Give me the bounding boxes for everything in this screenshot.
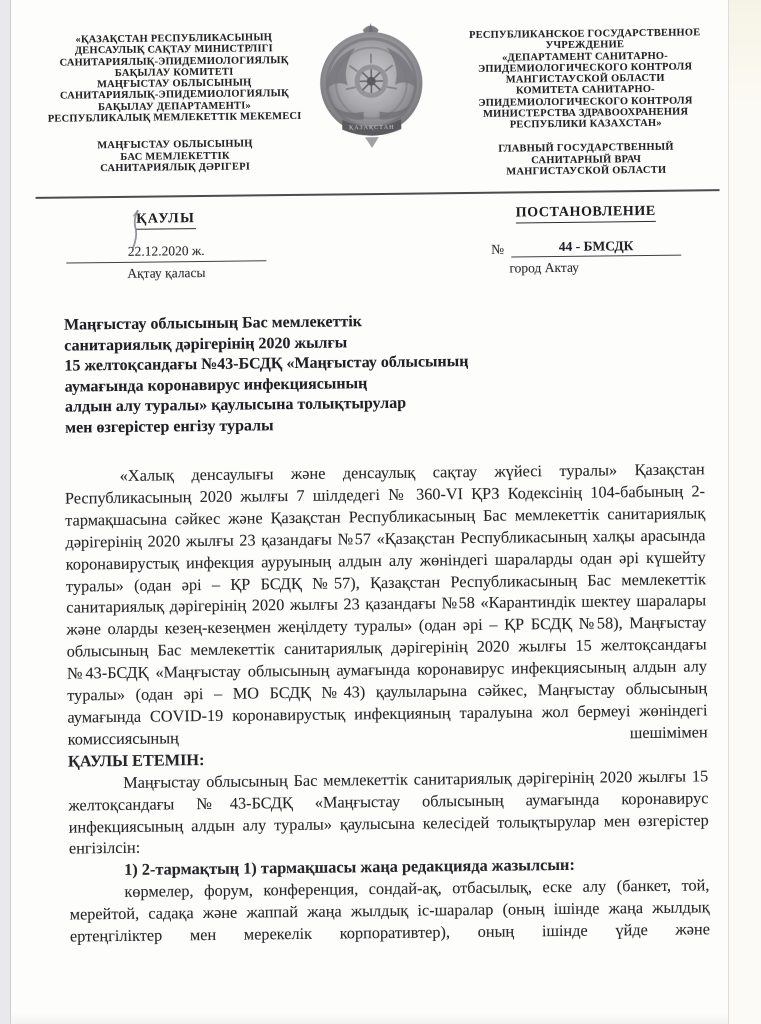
title-line: 15 желтоқсандағы №43-БСДҚ «Маңғыстау облысының [64, 353, 469, 375]
org-line: ДЕНСАУЛЫҚ САҚТАУ МИНИСТРЛІГІ [74, 43, 273, 57]
org-line: ЭПИДЕМИОЛОГИЧЕСКОГО КОНТРОЛЯ [477, 61, 693, 75]
decree-block-russian [491, 202, 682, 277]
org-line: ЭПИДЕМИОЛОГИЧЕСКОГО КОНТРОЛЯ [478, 95, 693, 109]
org-line: КОМИТЕТА САНИТАРНО- [515, 84, 655, 97]
org-line: МАҢҒЫСТАУ ОБЛЫСЫНЫҢ [97, 77, 252, 91]
org-line: МАНГИСТАУСКОЙ ОБЛАСТИ [505, 72, 665, 86]
org-line: РЕСПУБЛИКАЛЫҚ МЕМЛЕКЕТТІК МЕКЕМЕСІ [47, 110, 302, 125]
body-paragraph-amendments: Маңғыстау облысының Бас мемлекеттік санитариялық дәрігерінің 2020 жылғы 15 желтоқсандағы №43-БСДҚ «Маңғыстау облысының аумағында коронавирус инфекциясының алдын алу туралы» қаулысына келесідей толықтырулар мен өзгерістер енгізілсін: [68, 765, 709, 858]
decree-block-kazakh [66, 208, 267, 282]
svg-text:ҚАЗАҚСТАН: ҚАЗАҚСТАН [348, 124, 395, 132]
official-line: МАҢҒЫСТАУ ОБЛЫСЫНЫҢ [97, 138, 253, 152]
org-line: САНИТАРИЯЛЫҚ-ЭПИДЕМИОЛОГИЯЛЫҚ [59, 54, 289, 69]
org-line: МИНИСТЕРСТВА ЗДРАВООХРАНЕНИЯ [482, 106, 689, 120]
title-line: санитариялық дәрігерінің 2020 жылғы [64, 333, 348, 355]
org-line: «ҚАЗАҚСТАН РЕСПУБЛИКАСЫНЫҢ [75, 32, 273, 46]
official-line: БАС МЕМЛЕКЕТТІК [120, 150, 230, 163]
decree-city-kk: Ақтау қаласы [127, 264, 206, 281]
decree-number: 44 - БМСДК [511, 238, 681, 258]
pen-mark [124, 208, 147, 256]
institution-name-kazakh [38, 32, 311, 125]
resolve-heading: ҚАУЛЫ ЕТЕМІН: [67, 749, 205, 771]
official-line: МАНГИСТАУСКОЙ ОБЛАСТИ [506, 164, 667, 178]
kazakhstan-emblem-icon [312, 19, 431, 152]
title-line: Маңғыстау облысының Бас мемлекеттік [63, 313, 363, 334]
org-line: РЕСПУБЛИКИ КАЗАХСТАН» [509, 118, 662, 131]
org-line: БАҚЫЛАУ ДЕПАРТАМЕНТІ» [98, 100, 252, 113]
official-line: ГЛАВНЫЙ ГОСУДАРСТВЕННЫЙ [498, 141, 674, 155]
title-line: алдын алу туралы» қаулысына толықтырулар [64, 395, 407, 416]
official-title-kazakh [39, 138, 311, 176]
header-separator-line [36, 189, 720, 199]
org-line: БАҚЫЛАУ КОМИТЕТІ [114, 66, 234, 79]
org-line: САНИТАРИЯЛЫҚ-ЭПИДЕМИОЛОГИЯЛЫҚ [59, 88, 289, 103]
title-line: аумағында коронавирус инфекциясының [64, 374, 368, 396]
org-line: РЕСПУБЛИКАНСКОЕ ГОСУДАРСТВЕННОЕ [469, 27, 701, 41]
body-paragraph-preamble: «Халық денсаулығы және денсаулық сақтау жүйесі туралы» Қазақстан Республикасының 2020 жылғы 7 шілдедегі № 360-VI ҚРЗ Кодексінің 104-бабының 2-тармақшасына сәйкес және Қазақстан Республикасының Бас мемлекеттік санитариялық дәрігерінің 2020 жылғы 23 қазандағы №57 «Қазақстан Республикасының халқы арасында коронавирустық инфекция ауруының алдын алу жөніндегі шараларды одан әрі күшейту туралы» (одан әрі – ҚР БСДҚ №57), Қазақстан Республикасының Бас мемлекеттік санитариялық дәрігерінің 2020 жылғы 23 қазандағы №58 «Карантиндік шектеу шаралары және оларды кезең-кезеңмен жеңілдету туралы» (одан әрі – ҚР БСДҚ №58), Маңғыстау облысының Бас мемлекеттік санитариялық дәрігерінің 2020 жылғы 15 желтоқсандағы №43-БСДҚ «Маңғыстау облысының аумағында коронавирус инфекциясының алдын алу туралы» (одан әрі – МО БСДҚ №43) қаулыларына сәйкес, Маңғыстау облысының аумағында COVID-19 коронавирустық инфекцияның таралуына жол бермеуі жөніндегі комиссиясының шешімімен [64, 459, 708, 749]
decree-title-ru: ПОСТАНОВЛЕНИЕ [516, 204, 656, 224]
document-body [65, 458, 710, 947]
number-sign: № [491, 241, 505, 257]
institution-name-russian [434, 27, 737, 132]
body-paragraph-item1-text: көрмелер, форум, конференция, сондай-ақ, отбасылық, еске алу (банкет, той, мерейтой, садақа және жаппай жаңа жылдық іс-шаралар (оның ішінде жаңа жылдық ертеңгіліктер мен мерекелік корпоративтер), оның ішінде үйде және [69, 875, 711, 946]
decree-number-row [491, 238, 681, 258]
decree-title-kk: ҚАУЛЫ [136, 211, 195, 230]
official-title-russian [435, 141, 737, 179]
official-line: САНИТАРИЯЛЫҚ ДӘРІГЕРІ [100, 161, 251, 175]
title-line: мен өзгерістер енгізу туралы [65, 417, 274, 437]
org-line: «ДЕПАРТАМЕНТ САНИТАРНО- [502, 50, 669, 64]
org-line: УЧРЕЖДЕНИЕ [545, 39, 625, 52]
decree-date: 22.12.2020 ж. [66, 242, 266, 263]
document-title [64, 310, 565, 439]
decree-city-ru: город Актау [509, 259, 580, 276]
item-1-heading: 1) 2-тармақтың 1) тармақшасы жаңа редакцияда жазылсын: [124, 855, 575, 880]
official-line: САНИТАРНЫЙ ВРАЧ [531, 153, 642, 166]
